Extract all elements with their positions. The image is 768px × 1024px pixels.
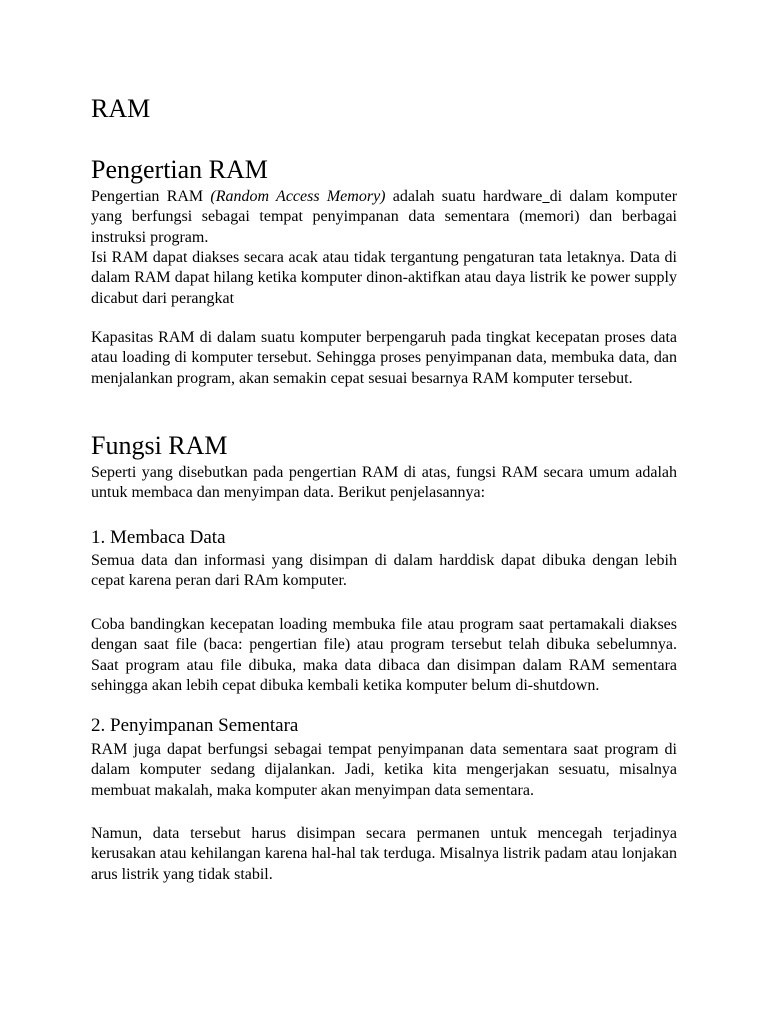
definition-mid: adalah suatu hardware [385, 188, 543, 205]
document-title: RAM [91, 94, 151, 123]
definition-term: (Random Access Memory) [210, 188, 386, 205]
paragraph-capacity: Kapasitas RAM di dalam suatu komputer berpengaruh pada tingkat kecepatan proses data atau loading di komputer tersebut. Sehingga proses penyimpanan data, membuka data, dan menjalankan program, akan semakin cepat sesuai besarnya RAM komputer tersebut. [91, 329, 677, 387]
definition-lead: Pengertian RAM [91, 188, 211, 205]
subheading-penyimpanan-sementara: 2. Penyimpanan Sementara [91, 715, 299, 736]
hardware-link-space[interactable] [542, 188, 549, 205]
paragraph-membaca-2: Coba bandingkan kecepatan loading membuka file atau program saat pertamakali diakses dengan saat file (baca: pengertian file) atau program tersebut telah dibuka sebelumnya. Saat program atau file dibuka, maka data dibaca dan disimpan dalam RAM sementara sehingga akan lebih cepat dibuka kembali ketika komputer belum di-shutdown. [91, 616, 677, 694]
paragraph-access: Isi RAM dapat diakses secara acak atau tidak tergantung pengaturan tata letaknya. Data di dalam RAM dapat hilang ketika komputer dinon-aktifkan atau daya listrik ke power supply dicabut dari perangkat [91, 249, 677, 307]
section-heading-fungsi: Fungsi RAM [91, 431, 228, 460]
paragraph-membaca-1: Semua data dan informasi yang disimpan di dalam harddisk dapat dibuka dengan lebih cepat karena peran dari RAm komputer. [91, 552, 677, 590]
paragraph-penyimpanan-2: Namun, data tersebut harus disimpan secara permanen untuk mencegah terjadinya kerusakan atau kehilangan karena hal-hal tak terduga. Misalnya listrik padam atau lonjakan arus listrik yang tidak stabil. [91, 825, 677, 883]
subheading-membaca-data: 1. Membaca Data [91, 527, 226, 548]
definition-rest: di dalam komputer yang berfungsi sebagai tempat penyimpanan data sementara (memori) dan berbagai instruksi program. [91, 188, 678, 246]
paragraph-fungsi-intro: Seperti yang disebutkan pada pengertian RAM di atas, fungsi RAM secara umum adalah untuk membaca dan menyimpan data. Berikut penjelasannya: [91, 464, 677, 502]
paragraph-penyimpanan-1: RAM juga dapat berfungsi sebagai tempat penyimpanan data sementara saat program di dalam komputer sedang dijalankan. Jadi, ketika kita mengerjakan sesuatu, misalnya membuat makalah, maka komputer akan menyimpan data sementara. [91, 741, 677, 799]
section-heading-pengertian: Pengertian RAM [91, 155, 268, 184]
paragraph-definition [91, 187, 677, 248]
